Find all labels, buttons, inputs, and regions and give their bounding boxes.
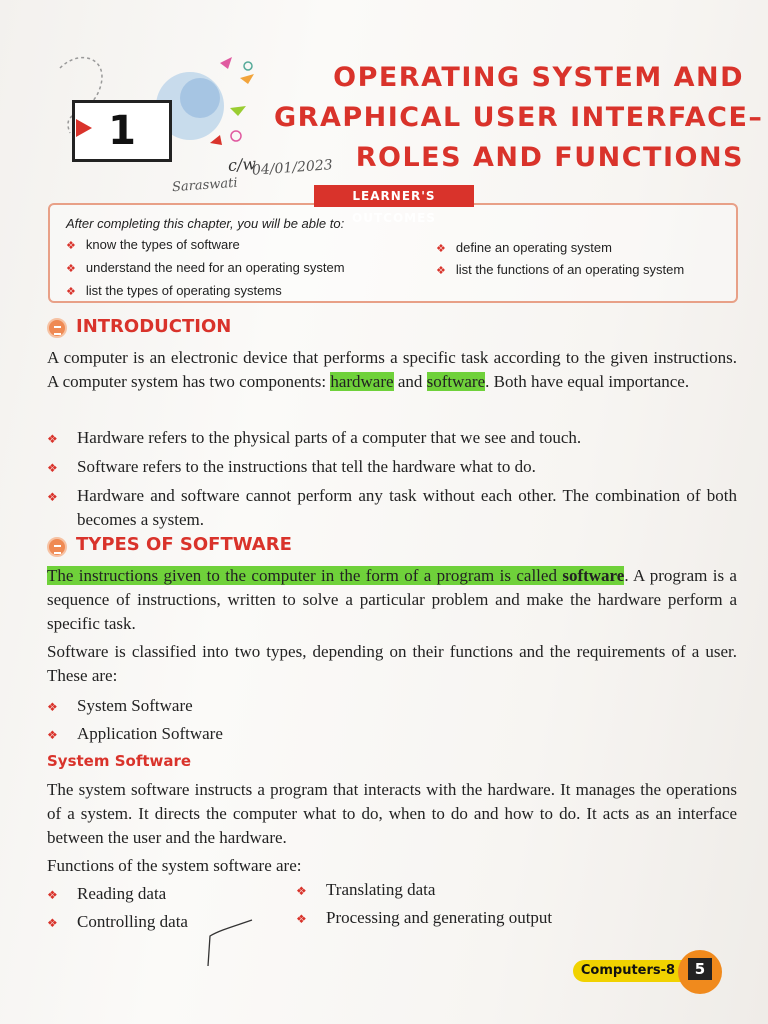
chapter-title-line: GRAPHICAL USER INTERFACE– [274,102,764,133]
footer-book-label: Computers-8 [573,960,683,982]
diamond-bullet-icon: ❖ [436,243,446,255]
diamond-bullet-icon: ❖ [47,432,58,446]
diamond-bullet-icon: ❖ [47,490,58,504]
list-item: ❖ Reading data [47,882,287,906]
diamond-bullet-icon: ❖ [47,461,58,475]
outcome-item: ❖ understand the need for an operating system [66,260,345,275]
list-item: ❖ Hardware and software cannot perform any task without each other. The combination of both becomes a system. [47,486,737,529]
diamond-bullet-icon: ❖ [47,700,58,714]
arrow-icon [76,119,92,137]
diamond-bullet-icon: ❖ [296,884,307,898]
list-item: ❖ Application Software [47,722,737,746]
handwritten-note: c/w [227,154,257,175]
section-icon [47,318,67,338]
highlight-hardware: hardware [330,372,394,391]
diamond-bullet-icon: ❖ [47,888,58,902]
list-item: ❖ Hardware refers to the physical parts of a computer that we see and touch. [47,426,737,450]
diamond-bullet-icon: ❖ [66,263,76,275]
handwritten-date: 04/01/2023 [251,157,334,179]
chapter-title [274,58,764,178]
chapter-number: 1 [108,108,136,154]
chapter-title-line: ROLES AND FUNCTIONS [355,142,744,173]
diamond-bullet-icon: ❖ [47,728,58,742]
list-item: ❖ Processing and generating output [296,906,636,930]
highlight-software: software [426,372,486,391]
learners-outcomes-label: LEARNER'S OUTCOMES [314,185,474,207]
diamond-bullet-icon: ❖ [436,265,446,277]
highlight-definition: The instructions given to the computer in the form of a program is called [47,566,563,585]
outcomes-intro: After completing this chapter, you will be able to: [66,216,345,231]
list-item: ❖ Translating data [296,878,636,902]
handwritten-signature: Saraswati [171,175,239,196]
introduction-paragraph: A computer is an electronic device that performs a specific task according to the given instructions. A computer system has two components: hardware and software. Both have equal importance. [47,348,737,391]
functions-intro: Functions of the system software are: [47,856,302,875]
list-item: ❖ Controlling data [47,910,287,934]
system-software-heading: System Software [47,752,192,770]
page-number: 5 [688,958,712,980]
software-types-paragraph: Software is classified into two types, depending on their functions and the requirements of a user. These are: [47,642,737,685]
outcome-item: ❖ list the types of operating systems [66,283,282,298]
section-icon [47,537,67,557]
introduction-heading: INTRODUCTION [76,316,232,337]
pen-mark [200,918,260,970]
highlight-software-word: software [562,566,625,585]
outcome-item: ❖ list the functions of an operating system [436,262,685,277]
types-of-software-heading: TYPES OF SOFTWARE [76,534,292,555]
diamond-bullet-icon: ❖ [66,240,76,252]
outcome-item: ❖ know the types of software [66,237,240,252]
diamond-bullet-icon: ❖ [47,916,58,930]
list-item: ❖ Software refers to the instructions that tell the hardware what to do. [47,455,737,479]
diamond-bullet-icon: ❖ [296,912,307,926]
diamond-bullet-icon: ❖ [66,286,76,298]
software-definition-paragraph: The instructions given to the computer in the form of a program is called software. A program is a sequence of instructions, written to solve a particular problem and make the hardware perform a specific task. [47,566,737,633]
outcome-item: ❖ define an operating system [436,240,612,255]
list-item: ❖ System Software [47,694,737,718]
system-software-paragraph: The system software instructs a program that interacts with the hardware. It manages the operations of a system. It directs the computer what to do, when to do and how to do. It acts as an interface between the user and the hardware. [47,780,737,847]
chapter-title-line: OPERATING SYSTEM AND [333,62,744,93]
